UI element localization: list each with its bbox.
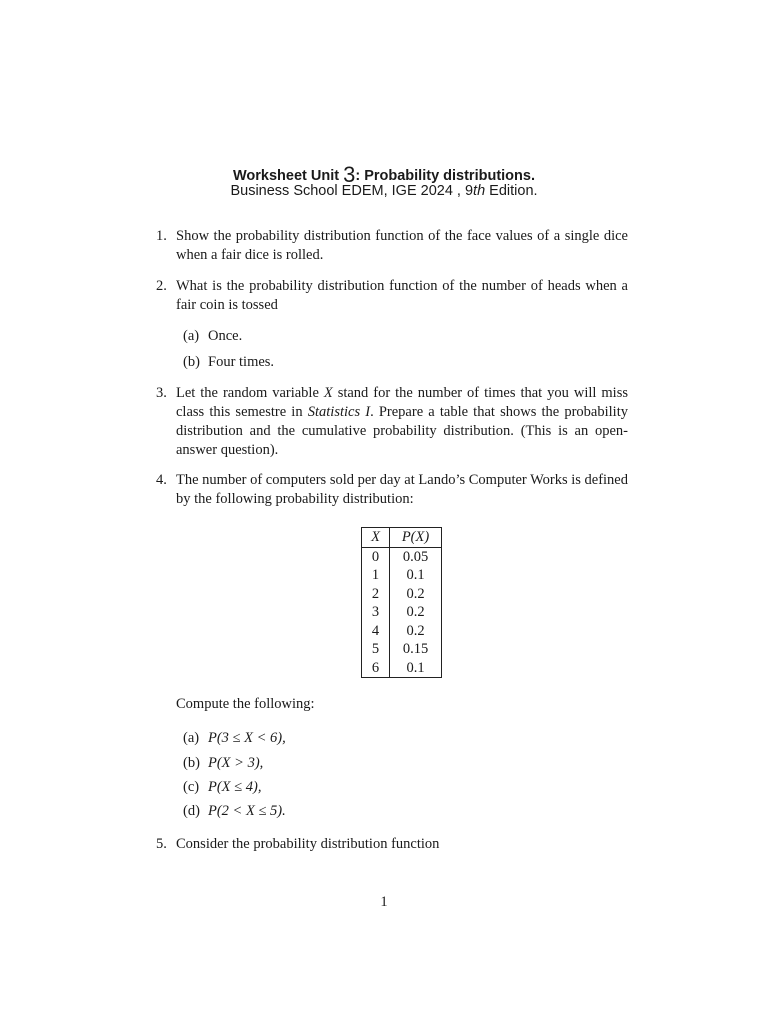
page-number: 1	[380, 894, 388, 910]
table-row	[362, 622, 442, 641]
worksheet-subtitle	[0, 183, 768, 199]
question-text-a: Let the random variable	[176, 385, 324, 401]
table-row	[362, 640, 442, 659]
part-expression: P(X ≤ 4),	[208, 779, 262, 795]
question-text-b: stand for the number of times that you will miss class this semestre in	[176, 385, 628, 420]
table-row	[362, 547, 442, 566]
table-cell: 0.2	[390, 622, 442, 641]
question-4-part-d	[183, 802, 286, 821]
table-cell: 1	[362, 566, 390, 585]
unit-number: 3	[343, 162, 356, 187]
table-header-row	[362, 528, 442, 548]
question-5	[156, 835, 628, 854]
part-expression: P(2 < X ≤ 5).	[208, 803, 286, 819]
question-number: 3.	[156, 385, 167, 401]
part-text: Four times.	[208, 354, 275, 370]
table-cell: 0.15	[390, 640, 442, 659]
random-variable: X	[323, 385, 333, 401]
table-header: P(X)	[390, 528, 442, 548]
subtitle-part-b: Edition.	[485, 183, 538, 199]
question-number: 2.	[156, 278, 167, 294]
question-4	[156, 471, 628, 509]
part-expression: P(3 ≤ X < 6),	[208, 730, 286, 746]
question-number: 5.	[156, 836, 167, 852]
question-text-c: . Prepare a table that shows the probability distribution and the cumulative probability distribution. (This is an open-answer question).	[176, 404, 628, 458]
part-label: (a)	[183, 730, 200, 746]
part-label: (b)	[183, 354, 200, 370]
table-row	[362, 585, 442, 604]
table-cell: 3	[362, 603, 390, 622]
question-text: What is the probability distribution function of the number of heads when a fair coin is tossed	[176, 278, 628, 313]
probability-table	[361, 527, 442, 678]
table-row	[362, 659, 442, 678]
title-suffix: : Probability distributions.	[355, 168, 535, 184]
question-2-part-b	[183, 353, 275, 372]
question-2-part-a	[183, 327, 243, 346]
question-text: Show the probability distribution function of the face values of a single dice when a fair dice is rolled.	[176, 228, 628, 263]
table-cell: 0.1	[390, 566, 442, 585]
table-cell: 4	[362, 622, 390, 641]
question-4-part-c	[183, 778, 262, 797]
table-cell: 2	[362, 585, 390, 604]
table-row	[362, 603, 442, 622]
part-label: (c)	[183, 779, 200, 795]
question-number: 1.	[156, 228, 167, 244]
part-label: (d)	[183, 803, 200, 819]
question-3	[156, 384, 628, 460]
question-number: 4.	[156, 472, 167, 488]
course-name: Statistics I	[307, 404, 371, 420]
table-row	[362, 566, 442, 585]
part-label: (a)	[183, 328, 200, 344]
table-header: X	[362, 528, 390, 548]
subtitle-th: th	[473, 183, 486, 199]
question-text: The number of computers sold per day at Lando’s Computer Works is defined by the following probability distribution:	[176, 472, 628, 507]
subtitle-part-a: Business School EDEM, IGE 2024 , 9	[230, 183, 474, 199]
table-cell: 6	[362, 659, 390, 678]
title-prefix: Worksheet Unit	[232, 168, 344, 184]
table-cell: 0.05	[390, 547, 442, 566]
table-cell: 0.2	[390, 603, 442, 622]
table-cell: 0.2	[390, 585, 442, 604]
question-4-part-b	[183, 754, 264, 773]
table-cell: 0.1	[390, 659, 442, 678]
part-label: (b)	[183, 755, 200, 771]
table-cell: 5	[362, 640, 390, 659]
question-2	[156, 277, 628, 315]
question-1	[156, 227, 628, 265]
question-text: Consider the probability distribution function	[176, 836, 440, 852]
compute-label: Compute the following:	[176, 696, 315, 712]
part-expression: P(X > 3),	[208, 755, 264, 771]
table-cell: 0	[362, 547, 390, 566]
question-4-part-a	[183, 729, 286, 748]
part-text: Once.	[208, 328, 243, 344]
